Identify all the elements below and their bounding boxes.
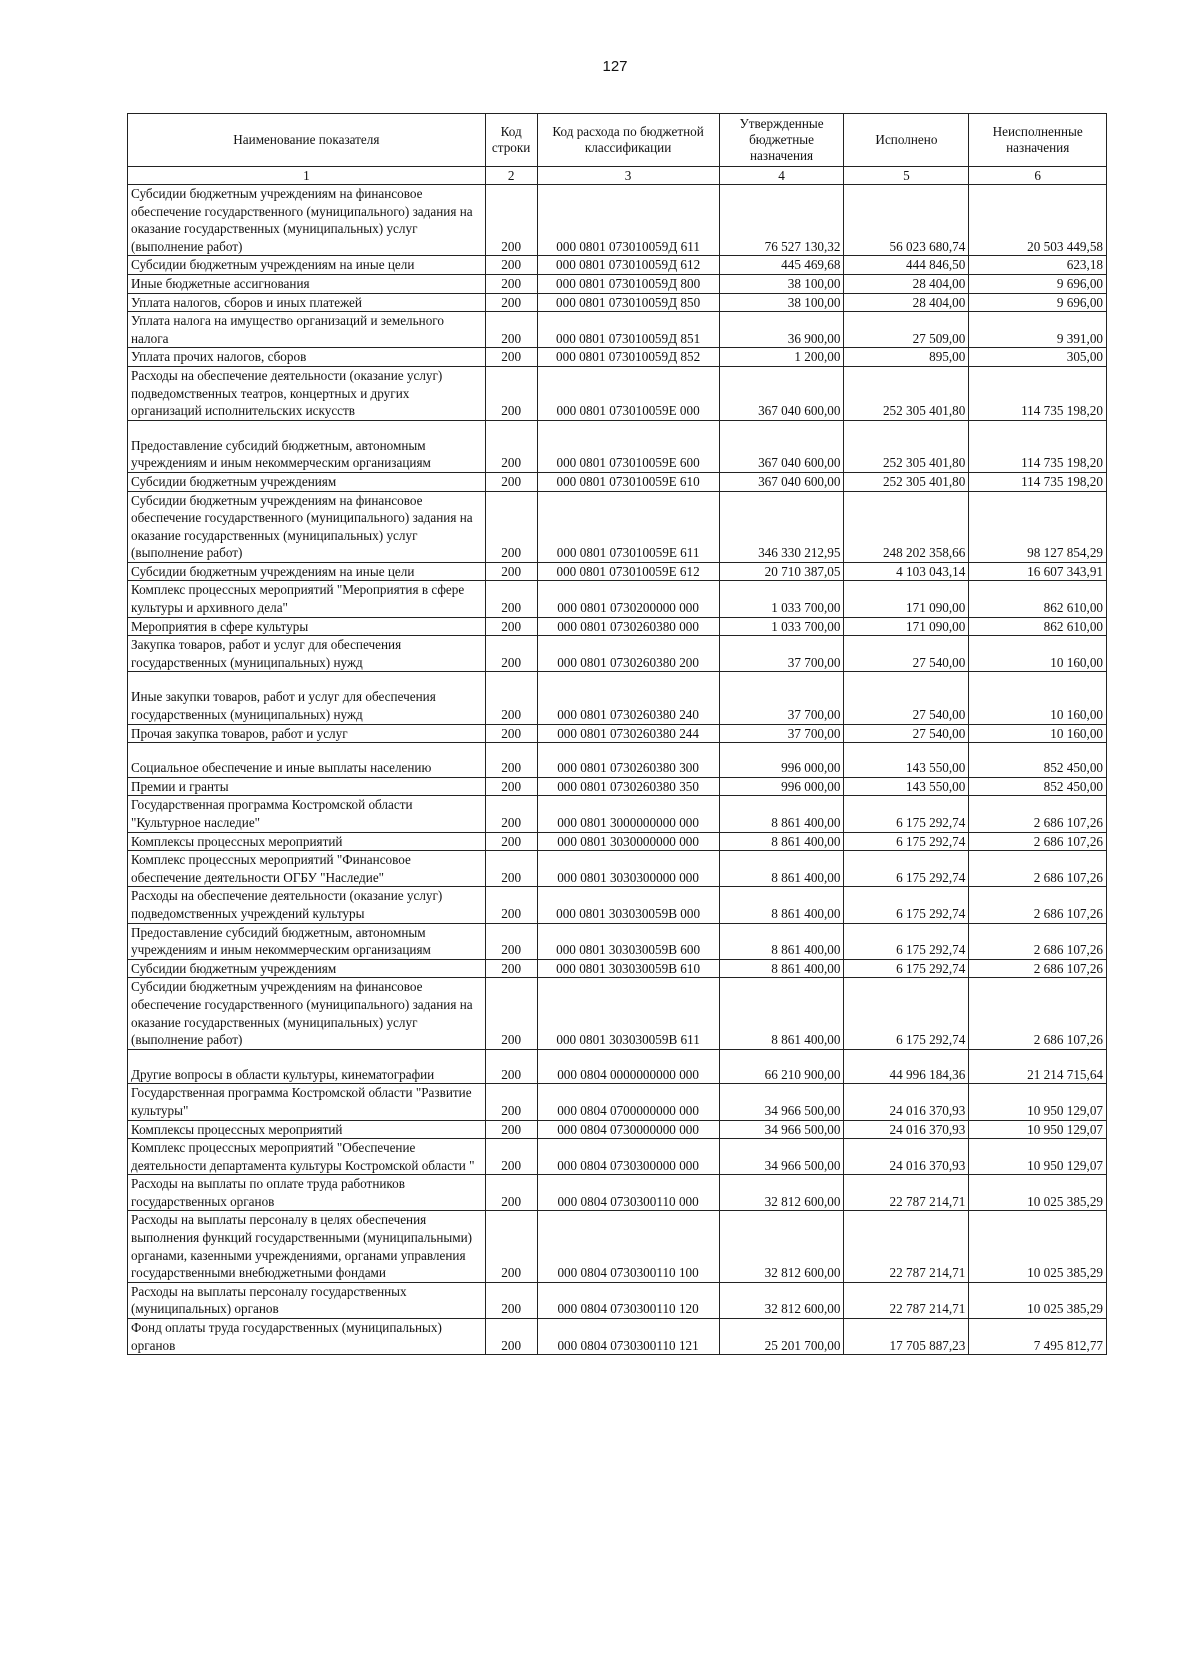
cell-executed: 6 175 292,74 bbox=[844, 851, 969, 887]
cell-unexecuted: 10 025 385,29 bbox=[969, 1175, 1107, 1211]
cell-executed: 143 550,00 bbox=[844, 743, 969, 778]
table-row bbox=[128, 420, 1107, 472]
cell-name: Фонд оплаты труда государственных (муниципальных) органов bbox=[128, 1319, 486, 1355]
table-body bbox=[128, 185, 1107, 1355]
cell-name: Уплата налога на имущество организаций и земельного налога bbox=[128, 312, 486, 348]
table-row bbox=[128, 1049, 1107, 1084]
cell-kbk: 000 0801 0730260380 244 bbox=[537, 724, 719, 743]
cell-name: Комплекс процессных мероприятий "Финансовое обеспечение деятельности ОГБУ "Наследие" bbox=[128, 851, 486, 887]
cell-code: 200 bbox=[485, 832, 537, 851]
cell-executed: 27 540,00 bbox=[844, 672, 969, 724]
cell-unexecuted: 852 450,00 bbox=[969, 743, 1107, 778]
cell-kbk: 000 0801 073010059Е 611 bbox=[537, 491, 719, 562]
cell-code: 200 bbox=[485, 312, 537, 348]
column-number: 6 bbox=[969, 167, 1107, 185]
cell-approved: 32 812 600,00 bbox=[719, 1282, 844, 1318]
table-row bbox=[128, 923, 1107, 959]
cell-code: 200 bbox=[485, 724, 537, 743]
cell-approved: 32 812 600,00 bbox=[719, 1175, 844, 1211]
cell-approved: 34 966 500,00 bbox=[719, 1120, 844, 1139]
cell-kbk: 000 0804 0700000000 000 bbox=[537, 1084, 719, 1120]
table-row bbox=[128, 636, 1107, 672]
cell-approved: 37 700,00 bbox=[719, 636, 844, 672]
cell-unexecuted: 9 391,00 bbox=[969, 312, 1107, 348]
cell-code: 200 bbox=[485, 366, 537, 420]
cell-code: 200 bbox=[485, 562, 537, 581]
budget-execution-table bbox=[127, 113, 1107, 1355]
cell-unexecuted: 9 696,00 bbox=[969, 274, 1107, 293]
column-number: 2 bbox=[485, 167, 537, 185]
cell-name: Расходы на выплаты персоналу в целях обеспечения выполнения функций государственными (муниципальными) органами, казенными учреждениями, органами управления государственными внебюджетными фондами bbox=[128, 1211, 486, 1282]
cell-kbk: 000 0801 073010059Д 850 bbox=[537, 293, 719, 312]
table-row bbox=[128, 887, 1107, 923]
cell-kbk: 000 0801 073010059Е 600 bbox=[537, 420, 719, 472]
table-row bbox=[128, 366, 1107, 420]
cell-executed: 22 787 214,71 bbox=[844, 1175, 969, 1211]
cell-name: Расходы на обеспечение деятельности (оказание услуг) подведомственных театров, концертных и других организаций исполнительских искусств bbox=[128, 366, 486, 420]
cell-unexecuted: 114 735 198,20 bbox=[969, 366, 1107, 420]
cell-name: Субсидии бюджетным учреждениям bbox=[128, 959, 486, 978]
cell-code: 200 bbox=[485, 274, 537, 293]
cell-unexecuted: 2 686 107,26 bbox=[969, 796, 1107, 832]
cell-approved: 1 033 700,00 bbox=[719, 617, 844, 636]
cell-approved: 38 100,00 bbox=[719, 293, 844, 312]
cell-code: 200 bbox=[485, 887, 537, 923]
cell-kbk: 000 0804 0730300110 120 bbox=[537, 1282, 719, 1318]
cell-unexecuted: 862 610,00 bbox=[969, 617, 1107, 636]
cell-kbk: 000 0801 303030059В 600 bbox=[537, 923, 719, 959]
cell-unexecuted: 2 686 107,26 bbox=[969, 851, 1107, 887]
cell-name: Предоставление субсидий бюджетным, автономным учреждениям и иным некоммерческим организациям bbox=[128, 923, 486, 959]
cell-unexecuted: 10 950 129,07 bbox=[969, 1139, 1107, 1175]
cell-code: 200 bbox=[485, 581, 537, 617]
cell-approved: 38 100,00 bbox=[719, 274, 844, 293]
cell-executed: 44 996 184,36 bbox=[844, 1049, 969, 1084]
cell-approved: 1 033 700,00 bbox=[719, 581, 844, 617]
cell-unexecuted: 9 696,00 bbox=[969, 293, 1107, 312]
table-row bbox=[128, 959, 1107, 978]
cell-approved: 996 000,00 bbox=[719, 777, 844, 796]
cell-kbk: 000 0804 0730000000 000 bbox=[537, 1120, 719, 1139]
cell-kbk: 000 0801 073010059Д 800 bbox=[537, 274, 719, 293]
header-approved: Утвержденные бюджетные назначения bbox=[719, 114, 844, 167]
cell-code: 200 bbox=[485, 256, 537, 275]
cell-code: 200 bbox=[485, 1139, 537, 1175]
cell-approved: 37 700,00 bbox=[719, 724, 844, 743]
table-row bbox=[128, 724, 1107, 743]
cell-unexecuted: 852 450,00 bbox=[969, 777, 1107, 796]
cell-kbk: 000 0804 0730300110 000 bbox=[537, 1175, 719, 1211]
cell-code: 200 bbox=[485, 636, 537, 672]
table-row bbox=[128, 312, 1107, 348]
cell-unexecuted: 10 025 385,29 bbox=[969, 1211, 1107, 1282]
cell-name: Комплекс процессных мероприятий "Обеспечение деятельности департамента культуры Костромской области " bbox=[128, 1139, 486, 1175]
cell-unexecuted: 862 610,00 bbox=[969, 581, 1107, 617]
cell-unexecuted: 98 127 854,29 bbox=[969, 491, 1107, 562]
cell-unexecuted: 7 495 812,77 bbox=[969, 1319, 1107, 1355]
header-unexecuted: Неисполненные назначения bbox=[969, 114, 1107, 167]
cell-kbk: 000 0801 3030300000 000 bbox=[537, 851, 719, 887]
cell-executed: 28 404,00 bbox=[844, 293, 969, 312]
cell-code: 200 bbox=[485, 1175, 537, 1211]
cell-kbk: 000 0804 0730300110 100 bbox=[537, 1211, 719, 1282]
cell-code: 200 bbox=[485, 672, 537, 724]
cell-approved: 996 000,00 bbox=[719, 743, 844, 778]
header-kbk: Код расхода по бюджетной классификации bbox=[537, 114, 719, 167]
cell-unexecuted: 10 025 385,29 bbox=[969, 1282, 1107, 1318]
table-header-row bbox=[128, 114, 1107, 167]
cell-kbk: 000 0804 0730300000 000 bbox=[537, 1139, 719, 1175]
cell-name: Расходы на выплаты персоналу государственных (муниципальных) органов bbox=[128, 1282, 486, 1318]
cell-kbk: 000 0801 0730200000 000 bbox=[537, 581, 719, 617]
cell-unexecuted: 2 686 107,26 bbox=[969, 978, 1107, 1049]
cell-kbk: 000 0801 0730260380 200 bbox=[537, 636, 719, 672]
column-number: 4 bbox=[719, 167, 844, 185]
cell-approved: 37 700,00 bbox=[719, 672, 844, 724]
cell-kbk: 000 0801 303030059В 611 bbox=[537, 978, 719, 1049]
cell-kbk: 000 0801 073010059Д 612 bbox=[537, 256, 719, 275]
cell-unexecuted: 10 950 129,07 bbox=[969, 1084, 1107, 1120]
cell-kbk: 000 0801 303030059В 610 bbox=[537, 959, 719, 978]
cell-name: Социальное обеспечение и иные выплаты населению bbox=[128, 743, 486, 778]
cell-unexecuted: 10 160,00 bbox=[969, 636, 1107, 672]
cell-name: Закупка товаров, работ и услуг для обеспечения государственных (муниципальных) нужд bbox=[128, 636, 486, 672]
cell-kbk: 000 0801 0730260380 240 bbox=[537, 672, 719, 724]
cell-executed: 171 090,00 bbox=[844, 617, 969, 636]
cell-executed: 27 509,00 bbox=[844, 312, 969, 348]
cell-executed: 56 023 680,74 bbox=[844, 185, 969, 256]
table-row bbox=[128, 1139, 1107, 1175]
cell-unexecuted: 10 950 129,07 bbox=[969, 1120, 1107, 1139]
cell-kbk: 000 0801 073010059Д 851 bbox=[537, 312, 719, 348]
table-row bbox=[128, 1175, 1107, 1211]
cell-executed: 444 846,50 bbox=[844, 256, 969, 275]
table-row bbox=[128, 832, 1107, 851]
cell-name: Уплата прочих налогов, сборов bbox=[128, 348, 486, 367]
cell-approved: 367 040 600,00 bbox=[719, 472, 844, 491]
cell-code: 200 bbox=[485, 978, 537, 1049]
cell-kbk: 000 0801 073010059Е 000 bbox=[537, 366, 719, 420]
cell-kbk: 000 0801 0730260380 300 bbox=[537, 743, 719, 778]
cell-name: Субсидии бюджетным учреждениям на иные цели bbox=[128, 562, 486, 581]
cell-kbk: 000 0801 303030059В 000 bbox=[537, 887, 719, 923]
cell-executed: 24 016 370,93 bbox=[844, 1084, 969, 1120]
cell-code: 200 bbox=[485, 851, 537, 887]
header-name: Наименование показателя bbox=[128, 114, 486, 167]
cell-code: 200 bbox=[485, 1211, 537, 1282]
cell-executed: 17 705 887,23 bbox=[844, 1319, 969, 1355]
table-row bbox=[128, 472, 1107, 491]
cell-code: 200 bbox=[485, 796, 537, 832]
table-row bbox=[128, 274, 1107, 293]
table-row bbox=[128, 491, 1107, 562]
cell-approved: 34 966 500,00 bbox=[719, 1139, 844, 1175]
table-row bbox=[128, 1319, 1107, 1355]
cell-executed: 252 305 401,80 bbox=[844, 472, 969, 491]
cell-code: 200 bbox=[485, 293, 537, 312]
cell-executed: 252 305 401,80 bbox=[844, 366, 969, 420]
cell-approved: 8 861 400,00 bbox=[719, 978, 844, 1049]
cell-approved: 367 040 600,00 bbox=[719, 366, 844, 420]
column-number: 3 bbox=[537, 167, 719, 185]
cell-approved: 1 200,00 bbox=[719, 348, 844, 367]
header-executed: Исполнено bbox=[844, 114, 969, 167]
cell-approved: 20 710 387,05 bbox=[719, 562, 844, 581]
cell-name: Комплексы процессных мероприятий bbox=[128, 1120, 486, 1139]
table-row bbox=[128, 617, 1107, 636]
cell-code: 200 bbox=[485, 959, 537, 978]
column-number-row bbox=[128, 167, 1107, 185]
cell-code: 200 bbox=[485, 1049, 537, 1084]
cell-unexecuted: 114 735 198,20 bbox=[969, 420, 1107, 472]
cell-approved: 8 861 400,00 bbox=[719, 796, 844, 832]
cell-unexecuted: 114 735 198,20 bbox=[969, 472, 1107, 491]
header-code: Код строки bbox=[485, 114, 537, 167]
cell-unexecuted: 2 686 107,26 bbox=[969, 832, 1107, 851]
cell-executed: 895,00 bbox=[844, 348, 969, 367]
cell-approved: 8 861 400,00 bbox=[719, 832, 844, 851]
cell-name: Расходы на выплаты по оплате труда работников государственных органов bbox=[128, 1175, 486, 1211]
cell-executed: 27 540,00 bbox=[844, 724, 969, 743]
cell-approved: 8 861 400,00 bbox=[719, 923, 844, 959]
table-row bbox=[128, 777, 1107, 796]
cell-approved: 8 861 400,00 bbox=[719, 887, 844, 923]
cell-kbk: 000 0801 073010059Е 612 bbox=[537, 562, 719, 581]
cell-executed: 22 787 214,71 bbox=[844, 1282, 969, 1318]
cell-approved: 36 900,00 bbox=[719, 312, 844, 348]
cell-name: Другие вопросы в области культуры, кинематографии bbox=[128, 1049, 486, 1084]
cell-approved: 66 210 900,00 bbox=[719, 1049, 844, 1084]
cell-code: 200 bbox=[485, 472, 537, 491]
column-number: 1 bbox=[128, 167, 486, 185]
cell-name: Субсидии бюджетным учреждениям на финансовое обеспечение государственного (муниципального) задания на оказание государственных (муниципальных) услуг (выполнение работ) bbox=[128, 491, 486, 562]
cell-executed: 22 787 214,71 bbox=[844, 1211, 969, 1282]
cell-approved: 32 812 600,00 bbox=[719, 1211, 844, 1282]
cell-code: 200 bbox=[485, 1319, 537, 1355]
cell-approved: 8 861 400,00 bbox=[719, 959, 844, 978]
cell-kbk: 000 0801 3030000000 000 bbox=[537, 832, 719, 851]
table-row bbox=[128, 672, 1107, 724]
table-row bbox=[128, 581, 1107, 617]
cell-executed: 28 404,00 bbox=[844, 274, 969, 293]
cell-approved: 367 040 600,00 bbox=[719, 420, 844, 472]
cell-kbk: 000 0801 073010059Д 611 bbox=[537, 185, 719, 256]
cell-code: 200 bbox=[485, 923, 537, 959]
cell-name: Комплекс процессных мероприятий "Мероприятия в сфере культуры и архивного дела" bbox=[128, 581, 486, 617]
cell-approved: 25 201 700,00 bbox=[719, 1319, 844, 1355]
cell-code: 200 bbox=[485, 1084, 537, 1120]
cell-code: 200 bbox=[485, 491, 537, 562]
page-number: 127 bbox=[602, 58, 628, 75]
cell-code: 200 bbox=[485, 185, 537, 256]
cell-approved: 445 469,68 bbox=[719, 256, 844, 275]
column-number: 5 bbox=[844, 167, 969, 185]
cell-kbk: 000 0801 073010059Д 852 bbox=[537, 348, 719, 367]
cell-executed: 6 175 292,74 bbox=[844, 923, 969, 959]
cell-kbk: 000 0801 0730260380 000 bbox=[537, 617, 719, 636]
cell-unexecuted: 21 214 715,64 bbox=[969, 1049, 1107, 1084]
cell-executed: 143 550,00 bbox=[844, 777, 969, 796]
cell-unexecuted: 2 686 107,26 bbox=[969, 887, 1107, 923]
cell-code: 200 bbox=[485, 617, 537, 636]
cell-executed: 248 202 358,66 bbox=[844, 491, 969, 562]
table-row bbox=[128, 256, 1107, 275]
table-row bbox=[128, 185, 1107, 256]
cell-name: Субсидии бюджетным учреждениям bbox=[128, 472, 486, 491]
cell-executed: 252 305 401,80 bbox=[844, 420, 969, 472]
cell-name: Предоставление субсидий бюджетным, автономным учреждениям и иным некоммерческим организациям bbox=[128, 420, 486, 472]
cell-approved: 346 330 212,95 bbox=[719, 491, 844, 562]
cell-unexecuted: 20 503 449,58 bbox=[969, 185, 1107, 256]
cell-unexecuted: 2 686 107,26 bbox=[969, 923, 1107, 959]
cell-name: Иные бюджетные ассигнования bbox=[128, 274, 486, 293]
table-row bbox=[128, 293, 1107, 312]
cell-name: Премии и гранты bbox=[128, 777, 486, 796]
cell-kbk: 000 0801 0730260380 350 bbox=[537, 777, 719, 796]
cell-unexecuted: 305,00 bbox=[969, 348, 1107, 367]
cell-executed: 6 175 292,74 bbox=[844, 978, 969, 1049]
cell-approved: 34 966 500,00 bbox=[719, 1084, 844, 1120]
table-row bbox=[128, 1120, 1107, 1139]
cell-executed: 171 090,00 bbox=[844, 581, 969, 617]
table-row bbox=[128, 1084, 1107, 1120]
cell-executed: 24 016 370,93 bbox=[844, 1120, 969, 1139]
cell-name: Прочая закупка товаров, работ и услуг bbox=[128, 724, 486, 743]
cell-code: 200 bbox=[485, 1120, 537, 1139]
table-row bbox=[128, 1282, 1107, 1318]
cell-name: Иные закупки товаров, работ и услуг для обеспечения государственных (муниципальных) нужд bbox=[128, 672, 486, 724]
cell-kbk: 000 0801 073010059Е 610 bbox=[537, 472, 719, 491]
cell-approved: 8 861 400,00 bbox=[719, 851, 844, 887]
cell-executed: 6 175 292,74 bbox=[844, 887, 969, 923]
cell-executed: 6 175 292,74 bbox=[844, 796, 969, 832]
cell-unexecuted: 623,18 bbox=[969, 256, 1107, 275]
cell-name: Субсидии бюджетным учреждениям на финансовое обеспечение государственного (муниципального) задания на оказание государственных (муниципальных) услуг (выполнение работ) bbox=[128, 185, 486, 256]
cell-name: Государственная программа Костромской области "Развитие культуры" bbox=[128, 1084, 486, 1120]
cell-name: Уплата налогов, сборов и иных платежей bbox=[128, 293, 486, 312]
table-row bbox=[128, 1211, 1107, 1282]
cell-code: 200 bbox=[485, 743, 537, 778]
table-row bbox=[128, 978, 1107, 1049]
cell-code: 200 bbox=[485, 348, 537, 367]
cell-approved: 76 527 130,32 bbox=[719, 185, 844, 256]
cell-name: Расходы на обеспечение деятельности (оказание услуг) подведомственных учреждений культуры bbox=[128, 887, 486, 923]
cell-name: Мероприятия в сфере культуры bbox=[128, 617, 486, 636]
table-row bbox=[128, 851, 1107, 887]
cell-code: 200 bbox=[485, 777, 537, 796]
cell-name: Субсидии бюджетным учреждениям на иные цели bbox=[128, 256, 486, 275]
table-row bbox=[128, 796, 1107, 832]
cell-kbk: 000 0804 0730300110 121 bbox=[537, 1319, 719, 1355]
table-row bbox=[128, 562, 1107, 581]
cell-unexecuted: 2 686 107,26 bbox=[969, 959, 1107, 978]
cell-unexecuted: 10 160,00 bbox=[969, 724, 1107, 743]
cell-unexecuted: 16 607 343,91 bbox=[969, 562, 1107, 581]
cell-executed: 6 175 292,74 bbox=[844, 832, 969, 851]
cell-name: Субсидии бюджетным учреждениям на финансовое обеспечение государственного (муниципального) задания на оказание государственных (муниципальных) услуг (выполнение работ) bbox=[128, 978, 486, 1049]
cell-executed: 24 016 370,93 bbox=[844, 1139, 969, 1175]
cell-code: 200 bbox=[485, 420, 537, 472]
table-row bbox=[128, 743, 1107, 778]
cell-executed: 4 103 043,14 bbox=[844, 562, 969, 581]
cell-name: Комплексы процессных мероприятий bbox=[128, 832, 486, 851]
cell-kbk: 000 0804 0000000000 000 bbox=[537, 1049, 719, 1084]
table-row bbox=[128, 348, 1107, 367]
cell-code: 200 bbox=[485, 1282, 537, 1318]
cell-kbk: 000 0801 3000000000 000 bbox=[537, 796, 719, 832]
cell-name: Государственная программа Костромской области "Культурное наследие" bbox=[128, 796, 486, 832]
cell-executed: 6 175 292,74 bbox=[844, 959, 969, 978]
cell-executed: 27 540,00 bbox=[844, 636, 969, 672]
cell-unexecuted: 10 160,00 bbox=[969, 672, 1107, 724]
